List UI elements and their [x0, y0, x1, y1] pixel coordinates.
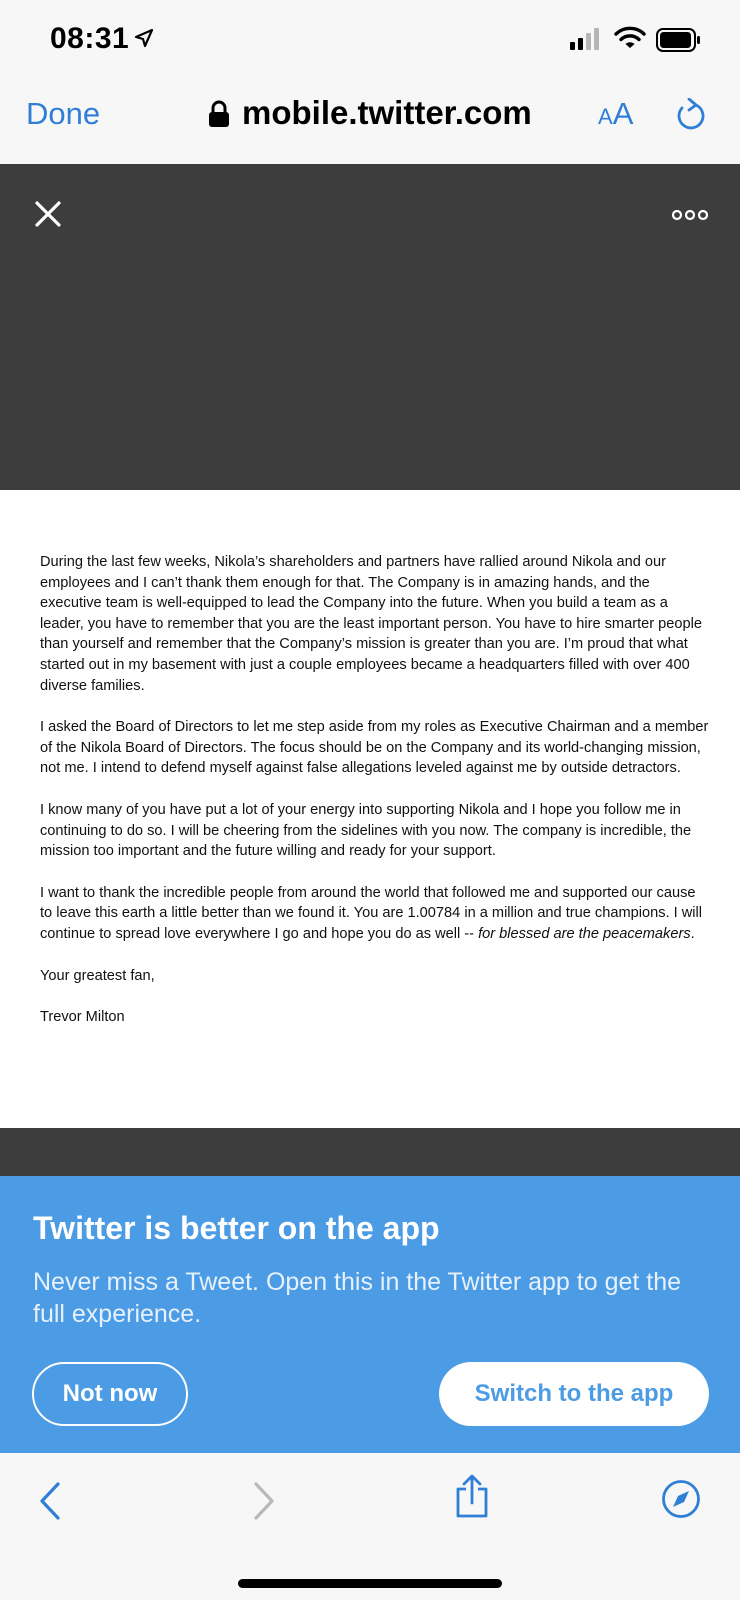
- media-viewer-footer: [0, 1128, 740, 1176]
- switch-to-app-button[interactable]: Switch to the app: [439, 1362, 709, 1426]
- battery-icon: [656, 28, 702, 57]
- app-promo-banner: [0, 1176, 740, 1453]
- close-icon[interactable]: [34, 200, 62, 233]
- done-button[interactable]: Done: [26, 96, 101, 131]
- lock-icon: [208, 100, 230, 133]
- wifi-icon: [614, 26, 646, 55]
- browser-bottom-toolbar: [0, 1453, 740, 1600]
- cellular-signal-icon: [570, 28, 602, 55]
- letter-body: [40, 552, 710, 1049]
- letter-paragraph-2: I asked the Board of Directors to let me step aside from my roles as Executive Chairman and a member of the Nikola Board of Directors. The focus should be on the Company and its world-changing mission, not me. I intend to defend myself against false allegations leveled against me by outside detractors.: [40, 719, 709, 777]
- status-bar: [0, 0, 740, 80]
- reload-icon[interactable]: [674, 98, 706, 137]
- status-time: 08:31: [50, 22, 130, 55]
- letter-paragraph-4-end: .: [690, 925, 695, 942]
- letter-signature: Trevor Milton: [40, 1009, 125, 1026]
- media-viewer-header: [0, 164, 740, 490]
- text-size-large: A: [612, 96, 634, 131]
- not-now-button[interactable]: Not now: [32, 1362, 188, 1426]
- location-arrow-icon: [134, 28, 154, 53]
- letter-paragraph-4-italic: for blessed are the peacemakers: [478, 925, 691, 942]
- share-icon[interactable]: [452, 1473, 492, 1524]
- text-size-small: A: [598, 104, 613, 129]
- home-indicator: [238, 1579, 502, 1588]
- text-size-button[interactable]: [598, 96, 633, 132]
- browser-url-bar: [0, 80, 740, 164]
- more-options-icon[interactable]: [672, 208, 708, 227]
- letter-paragraph-4-text: I want to thank the incredible people from around the world that followed me and supported our cause to leave this earth a little better than we found it. You are 1.00784 in a million and true champions. I will continue to spread love everywhere I go and hope you do as well --: [40, 884, 702, 942]
- letter-paragraph-1: During the last few weeks, Nikola’s shareholders and partners have rallied around Nikola and our employees and I can’t thank them enough for that. The Company is in amazing hands, and the executive team is well-equipped to lead the Company into the future. When you build a team as a leader, you have to remember that you are the least important person. You have to hire smarter people than yourself and remember that the Company’s mission is greater than you are. I’m proud that what started out in my basement with just a couple employees became a headquarters filled with over 400 diverse families.: [40, 554, 702, 694]
- url-domain[interactable]: mobile.twitter.com: [242, 94, 532, 131]
- letter-paragraph-4: [40, 883, 710, 945]
- banner-title: Twitter is better on the app: [33, 1210, 440, 1246]
- letter-closing: Your greatest fan,: [40, 967, 155, 984]
- banner-text: Never miss a Tweet. Open this in the Twitter app to get the full experience.: [33, 1268, 682, 1328]
- compass-icon[interactable]: [661, 1479, 701, 1524]
- letter-image: [0, 490, 740, 1128]
- forward-icon[interactable]: [252, 1481, 276, 1526]
- letter-paragraph-3: I know many of you have put a lot of your energy into supporting Nikola and I hope you follow me in continuing to do so. I will be cheering from the sidelines with you now. The company is incredible, the mission too important and the future willing and ready for your support.: [40, 801, 692, 860]
- back-icon[interactable]: [38, 1481, 62, 1526]
